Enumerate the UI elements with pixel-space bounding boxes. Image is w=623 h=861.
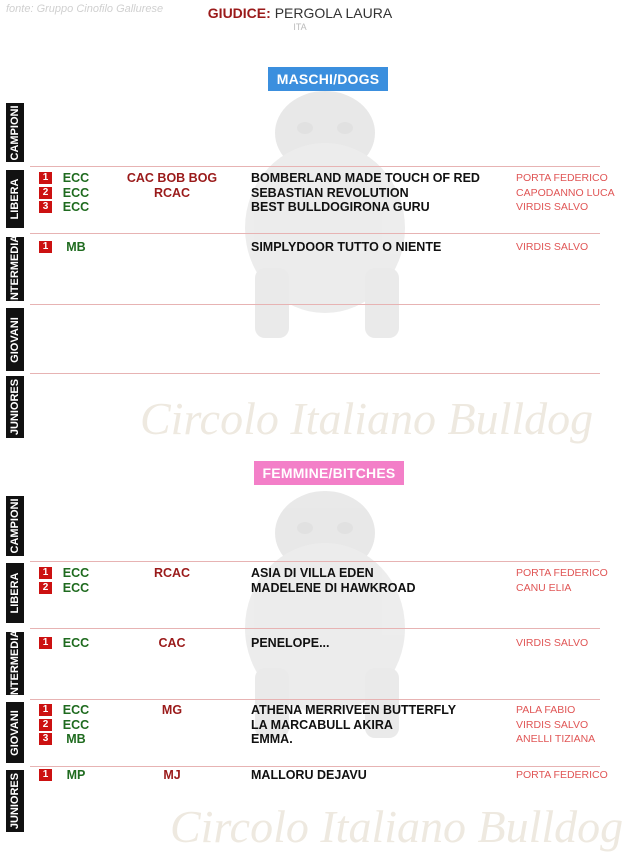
section-title-femmine: FEMMINE/BITCHES — [254, 461, 404, 485]
qualification: ECC — [62, 718, 90, 732]
owner-name: PORTA FEDERICO — [516, 769, 608, 781]
dog-name: SEBASTIAN REVOLUTION — [251, 186, 409, 200]
category-label: GIOVANI — [6, 702, 24, 763]
dog-name: EMMA. — [251, 732, 293, 746]
owner-name: CAPODANNO LUCA — [516, 187, 615, 199]
source-credit: fonte: Gruppo Cinofilo Gallurese — [6, 3, 164, 15]
dog-name: MALLORU DEJAVU — [251, 768, 367, 782]
rank-badge: 1 — [39, 704, 52, 716]
dog-name: MADELENE DI HAWKROAD — [251, 581, 416, 595]
owner-name: PALA FABIO — [516, 704, 576, 716]
qualification: ECC — [62, 186, 90, 200]
judge-label: GIUDICE: — [207, 5, 271, 21]
result-row — [0, 171, 608, 186]
divider — [30, 766, 600, 767]
result-row — [0, 186, 615, 201]
qualification: ECC — [62, 581, 90, 595]
rank-badge: 3 — [39, 201, 52, 213]
result-row — [0, 768, 608, 783]
watermark-text: Circolo Italiano Bulldog — [140, 393, 594, 444]
rank-badge: 2 — [39, 719, 52, 731]
result-row — [0, 566, 608, 581]
rank-badge: 1 — [39, 172, 52, 184]
qualification: ECC — [62, 200, 90, 214]
qualification: ECC — [62, 566, 90, 580]
owner-name: ANELLI TIZIANA — [516, 733, 596, 745]
section-title-maschi: MASCHI/DOGS — [268, 67, 388, 91]
award: RCAC — [153, 566, 191, 580]
award: CAC BOB BOG — [126, 171, 218, 185]
result-row — [0, 703, 600, 718]
category-label: JUNIORES — [6, 376, 24, 438]
category-label: JUNIORES — [6, 770, 24, 832]
judge-header — [0, 5, 600, 21]
category-label: INTERMEDIA — [6, 632, 24, 695]
category-label: LIBERA — [6, 563, 24, 623]
owner-name: VIRDIS SALVO — [516, 637, 589, 649]
rank-badge: 1 — [39, 567, 52, 579]
category-label: CAMPIONI — [6, 103, 24, 162]
divider — [30, 304, 600, 305]
owner-name: PORTA FEDERICO — [516, 567, 608, 579]
dog-name: PENELOPE... — [251, 636, 330, 650]
dog-name: LA MARCABULL AKIRA — [251, 718, 393, 732]
rank-badge: 3 — [39, 733, 52, 745]
rank-badge: 1 — [39, 637, 52, 649]
divider — [30, 699, 600, 700]
judge-country: ITA — [293, 22, 307, 32]
divider — [30, 561, 600, 562]
rank-badge: 1 — [39, 241, 52, 253]
dog-name: BEST BULLDOGIRONA GURU — [251, 200, 430, 214]
award: CAC — [158, 636, 186, 650]
judge-name: PERGOLA LAURA — [274, 5, 393, 21]
rank-badge: 1 — [39, 769, 52, 781]
divider — [30, 628, 600, 629]
qualification: MB — [66, 240, 86, 254]
dog-name: ATHENA MERRIVEEN BUTTERFLY — [251, 703, 457, 717]
owner-name: PORTA FEDERICO — [516, 172, 608, 184]
award: MJ — [163, 768, 181, 782]
award: MG — [161, 703, 183, 717]
result-row — [0, 718, 600, 733]
divider — [30, 166, 600, 167]
owner-name: VIRDIS SALVO — [516, 241, 589, 253]
result-row — [0, 732, 600, 747]
qualification: ECC — [62, 703, 90, 717]
award: RCAC — [153, 186, 191, 200]
owner-name: VIRDIS SALVO — [516, 719, 589, 731]
qualification: ECC — [62, 636, 90, 650]
result-row — [0, 240, 600, 255]
rank-badge: 2 — [39, 187, 52, 199]
qualification: ECC — [62, 171, 90, 185]
divider — [30, 373, 600, 374]
result-row — [0, 200, 600, 215]
divider — [30, 233, 600, 234]
qualification: MP — [66, 768, 86, 782]
dog-name: ASIA DI VILLA EDEN — [251, 566, 374, 580]
result-row — [0, 581, 600, 596]
rank-badge: 2 — [39, 582, 52, 594]
dog-name: SIMPLYDOOR TUTTO O NIENTE — [251, 240, 442, 254]
category-label: CAMPIONI — [6, 496, 24, 556]
result-row — [0, 636, 600, 651]
category-label: LIBERA — [6, 170, 24, 228]
owner-name: VIRDIS SALVO — [516, 201, 589, 213]
watermark-text: Circolo Italiano Bulldog — [170, 801, 623, 852]
dog-name: BOMBERLAND MADE TOUCH OF RED — [251, 171, 480, 185]
category-label: GIOVANI — [6, 308, 24, 371]
qualification: MB — [66, 732, 86, 746]
owner-name: CANU ELIA — [516, 582, 572, 594]
category-label: INTERMEDIA — [6, 237, 24, 301]
